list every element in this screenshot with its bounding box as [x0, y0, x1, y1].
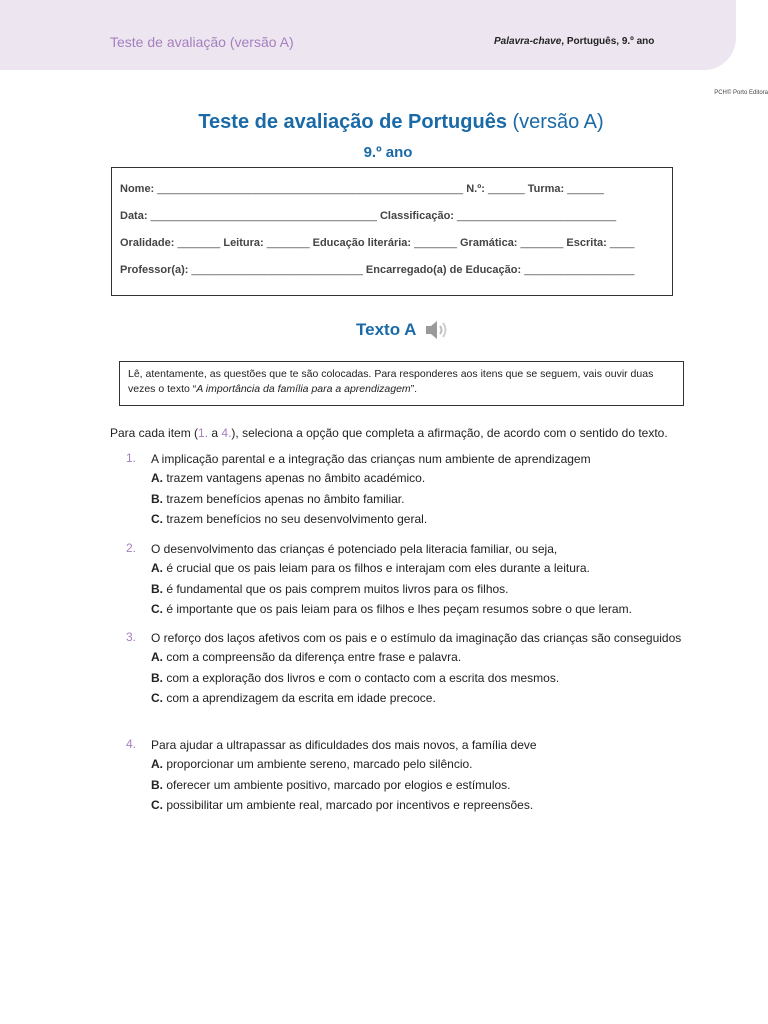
option-a[interactable] — [151, 754, 693, 775]
option-b[interactable] — [151, 489, 693, 510]
literary-field[interactable]: _______ — [411, 237, 460, 249]
intro-before: Para cada item ( — [110, 426, 199, 440]
book-grade: 9.º ano — [621, 36, 655, 47]
date-label: Data: — [120, 210, 148, 222]
question-1 — [126, 451, 693, 530]
intro-middle: a — [208, 426, 222, 440]
option-c[interactable] — [151, 795, 693, 816]
option-a[interactable] — [151, 647, 693, 668]
reading-field[interactable]: _______ — [263, 237, 313, 249]
literary-label: Educação literária: — [312, 237, 412, 249]
date-field[interactable]: _____________________________________ — [147, 210, 380, 222]
question-3 — [126, 630, 693, 709]
instruction-box — [119, 361, 684, 406]
grade-field[interactable]: __________________________ — [453, 210, 617, 222]
id-row-1 — [120, 183, 604, 195]
option-letter: A. — [151, 650, 163, 664]
writing-field[interactable]: ____ — [606, 237, 635, 249]
page-title — [0, 111, 768, 134]
grade-label: Classificação: — [379, 210, 454, 222]
grammar-field[interactable]: _______ — [517, 237, 567, 249]
option-letter: A. — [151, 757, 163, 771]
intro-item-start: 1. — [198, 426, 209, 440]
audio-text-title: A importância da família para a aprendizagem — [196, 383, 411, 395]
option-letter: B. — [151, 491, 163, 506]
intro-item-end: 4. — [221, 426, 232, 440]
oral-field[interactable]: _______ — [174, 237, 224, 249]
option-letter: C. — [151, 691, 163, 705]
number-field[interactable]: ______ — [484, 183, 528, 195]
number-label: N.º: — [466, 183, 485, 195]
publisher-credit: PCH© Porto Editora — [714, 90, 768, 96]
instruction-text: Lê, atentamente, as questões que te são colocadas. Para responderes aos itens que se seguem, vais ouvir duas vezes o texto “ — [128, 368, 654, 395]
option-text: é fundamental que os pais comprem muitos livros para os filhos. — [163, 581, 509, 596]
id-row-2 — [120, 210, 616, 222]
title-version: (versão A) — [512, 111, 604, 133]
option-letter: A. — [151, 471, 163, 485]
option-text: trazem benefícios apenas no âmbito familiar. — [163, 491, 405, 506]
grammar-label: Gramática: — [460, 237, 518, 249]
title-main: Teste de avaliação de Português — [198, 111, 507, 133]
option-b[interactable] — [151, 668, 693, 689]
option-letter: C. — [151, 602, 163, 616]
option-text: proporcionar um ambiente sereno, marcado pelo silêncio. — [163, 757, 473, 771]
question-stem: Para ajudar a ultrapassar as dificuldades dos mais novos, a família deve — [151, 738, 537, 752]
question-stem: A implicação parental e a integração das crianças num ambiente de aprendizagem — [151, 452, 591, 466]
writing-label: Escrita: — [566, 237, 607, 249]
book-reference — [494, 36, 654, 47]
id-row-3 — [120, 237, 634, 249]
option-text: com a compreensão da diferença entre frase e palavra. — [163, 650, 462, 664]
question-stem: O reforço dos laços afetivos com os pais e o estímulo da imaginação das crianças são conseguidos — [151, 631, 682, 645]
option-letter: B. — [151, 777, 163, 792]
option-text: com a aprendizagem da escrita em idade precoce. — [163, 691, 436, 705]
option-c[interactable] — [151, 599, 693, 620]
question-number: 1. — [126, 451, 137, 465]
option-text: é importante que os pais leiam para os filhos e lhes peçam resumos sobre o que leram. — [163, 602, 632, 616]
option-text: com a exploração dos livros e com o contacto com a escrita dos mesmos. — [163, 670, 560, 685]
question-number: 2. — [126, 541, 137, 555]
option-letter: A. — [151, 561, 163, 575]
option-letter: C. — [151, 512, 163, 526]
name-label: Nome: — [120, 183, 155, 195]
option-c[interactable] — [151, 688, 693, 709]
guardian-label: Encarregado(a) de Educação: — [365, 264, 522, 276]
name-field[interactable]: __________________________________________________ — [154, 183, 467, 195]
option-text: possibilitar um ambiente real, marcado por incentivos e repreensões. — [163, 798, 534, 812]
grade-subtitle: 9.º ano — [363, 144, 413, 161]
id-row-4 — [120, 264, 634, 276]
class-label: Turma: — [527, 183, 565, 195]
option-text: oferecer um ambiente positivo, marcado por elogios e estímulos. — [163, 777, 511, 792]
option-a[interactable] — [151, 468, 693, 489]
instruction-end: ”. — [410, 383, 418, 395]
test-header-title: Teste de avaliação (versão A) — [110, 34, 294, 50]
question-4 — [126, 737, 693, 816]
class-field[interactable]: ______ — [564, 183, 604, 195]
option-a[interactable] — [151, 558, 693, 579]
question-2 — [126, 541, 693, 620]
option-text: trazem vantagens apenas no âmbito académico. — [163, 471, 426, 485]
option-text: trazem benefícios no seu desenvolvimento geral. — [163, 512, 428, 526]
option-letter: B. — [151, 670, 163, 685]
teacher-label: Professor(a): — [120, 264, 189, 276]
option-text: é crucial que os pais leiam para os filhos e interajam com eles durante a leitura. — [163, 561, 590, 575]
question-number: 3. — [126, 630, 137, 644]
student-id-form — [111, 167, 673, 296]
intro-after: ), seleciona a opção que completa a afirmação, de acordo com o sentido do texto. — [231, 426, 668, 440]
teacher-field[interactable]: ____________________________ — [188, 264, 366, 276]
option-b[interactable] — [151, 579, 693, 600]
option-b[interactable] — [151, 775, 693, 796]
option-c[interactable] — [151, 509, 693, 530]
oral-label: Oralidade: — [120, 237, 175, 249]
book-brand: Palavra-chave — [494, 36, 562, 47]
reading-label: Leitura: — [223, 237, 264, 249]
speaker-icon[interactable] — [424, 318, 450, 342]
question-stem: O desenvolvimento das crianças é potenciado pela literacia familiar, ou seja, — [151, 542, 558, 556]
option-letter: C. — [151, 798, 163, 812]
texto-title: Texto A — [356, 320, 417, 339]
option-letter: B. — [151, 581, 163, 596]
items-intro — [110, 426, 668, 440]
book-subject: , Português, — [561, 36, 622, 47]
question-number: 4. — [126, 737, 137, 751]
guardian-field[interactable]: __________________ — [521, 264, 635, 276]
